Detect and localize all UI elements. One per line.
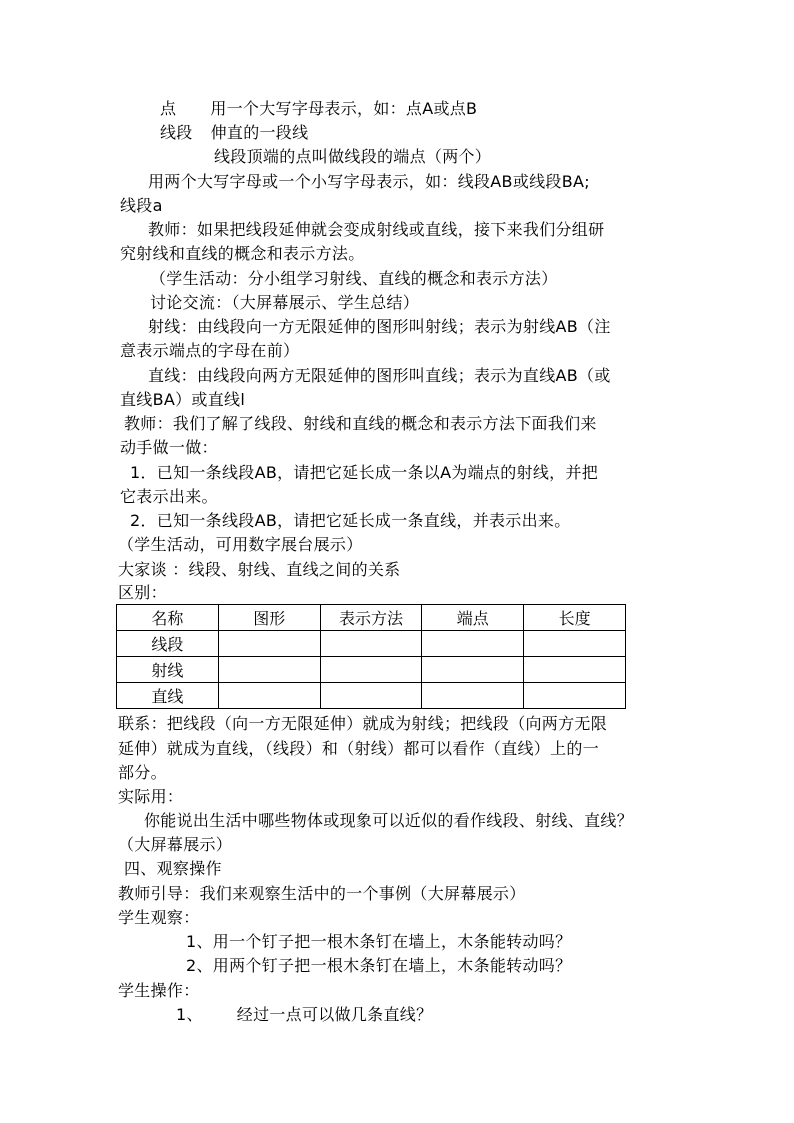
text-line-15: 动手做一做：: [120, 438, 218, 457]
text-line-33: 学生操作：: [118, 981, 200, 1000]
def-segment: 伸直的一段线: [210, 123, 309, 142]
table-row: [117, 657, 626, 683]
comparison-table: [116, 604, 626, 709]
table-cell: [320, 657, 422, 683]
text-line-26: 你能说出生活中哪些物体或现象可以近似的看作线段、射线、直线？: [144, 811, 634, 830]
text-line-20: 大家谈 ：线段、射线、直线之间的关系: [118, 560, 401, 579]
list-text: 经过一点可以做几条直线？: [236, 1005, 433, 1024]
text-line-23: 延伸）就成为直线，（线段）和（射线）都可以看作（直线）上的一: [118, 739, 600, 758]
table-row: [117, 631, 626, 657]
table-header-cell: 图形: [218, 605, 320, 631]
table-cell: [422, 657, 524, 683]
table-cell: [422, 631, 524, 657]
text-line-07: 究射线和直线的概念和表示方法。: [120, 244, 365, 263]
text-line-32: 2、用两个钉子把一根木条钉在墙上，木条能转动吗？: [186, 956, 572, 975]
list-number: 1、: [176, 1005, 203, 1024]
table-cell: [524, 657, 626, 683]
table-row-label: 线段: [117, 631, 219, 657]
table-cell: [218, 657, 320, 683]
table-cell: [422, 683, 524, 709]
text-line-11: 意表示端点的字母在前）: [120, 341, 300, 360]
text-line-19: （学生活动，可用数字展台展示）: [118, 535, 363, 554]
term-point: 点: [160, 99, 177, 118]
table-cell: [218, 683, 320, 709]
line-point: [160, 98, 477, 120]
table-cell: [524, 631, 626, 657]
text-line-31: 1、用一个钉子把一根木条钉在墙上，木条能转动吗？: [186, 932, 572, 951]
text-line-03: 线段顶端的点叫做线段的端点（两个）: [214, 147, 492, 166]
table-header-cell: 端点: [422, 605, 524, 631]
text-line-21: 区别：: [118, 583, 167, 602]
table-header-cell: 长度: [524, 605, 626, 631]
table-header-cell: 名称: [117, 605, 219, 631]
text-line-08: （学生活动：分小组学习射线、直线的概念和表示方法）: [150, 269, 558, 288]
text-line-10: 射线：由线段向一方无限延伸的图形叫射线；表示为射线AB（注: [148, 317, 611, 336]
text-line-04: 用两个大写字母或一个小写字母表示，如：线段AB或线段BA;: [148, 172, 590, 191]
table-row: [117, 683, 626, 709]
table-cell: [524, 683, 626, 709]
table-cell: [320, 683, 422, 709]
text-line-18: 2．已知一条线段AB，请把它延长成一条直线，并表示出来。: [130, 511, 571, 530]
table-row-label: 射线: [117, 657, 219, 683]
text-line-12: 直线：由线段向两方无限延伸的图形叫直线；表示为直线AB（或: [148, 366, 611, 385]
def-point: 用一个大写字母表示，如：点A或点B: [210, 99, 478, 118]
text-line-28: 四、观察操作: [124, 859, 222, 878]
text-line-09: 讨论交流：（大屏幕展示、学生总结）: [150, 293, 420, 312]
text-line-14: 教师：我们了解了线段、射线和直线的概念和表示方法下面我们来: [124, 414, 597, 433]
text-line-13: 直线BA）或直线l: [120, 390, 246, 409]
text-line-30: 学生观察：: [118, 908, 200, 927]
text-line-16: 1．已知一条线段AB，请把它延长成一条以A为端点的射线，并把: [130, 463, 599, 482]
text-line-34: [176, 1004, 432, 1026]
text-line-25: 实际用：: [118, 787, 184, 806]
text-line-22: 联系：把线段（向一方无限延伸）就成为射线；把线段（向两方无限: [118, 714, 608, 733]
line-segment: [160, 122, 308, 144]
table-header-row: [117, 605, 626, 631]
table-cell: [218, 631, 320, 657]
text-line-06: 教师：如果把线段延伸就会变成射线或直线，接下来我们分组研: [148, 220, 605, 239]
text-line-24: 部分。: [118, 763, 167, 782]
table-header-cell: 表示方法: [320, 605, 422, 631]
text-line-27: （大屏幕展示）: [118, 835, 233, 854]
text-line-29: 教师引导：我们来观察生活中的一个事例（大屏幕展示）: [118, 884, 526, 903]
text-line-17: 它表示出来。: [120, 487, 218, 506]
table-row-label: 直线: [117, 683, 219, 709]
table-cell: [320, 631, 422, 657]
text-line-05: 线段a: [120, 196, 163, 215]
term-segment: 线段: [160, 123, 193, 142]
